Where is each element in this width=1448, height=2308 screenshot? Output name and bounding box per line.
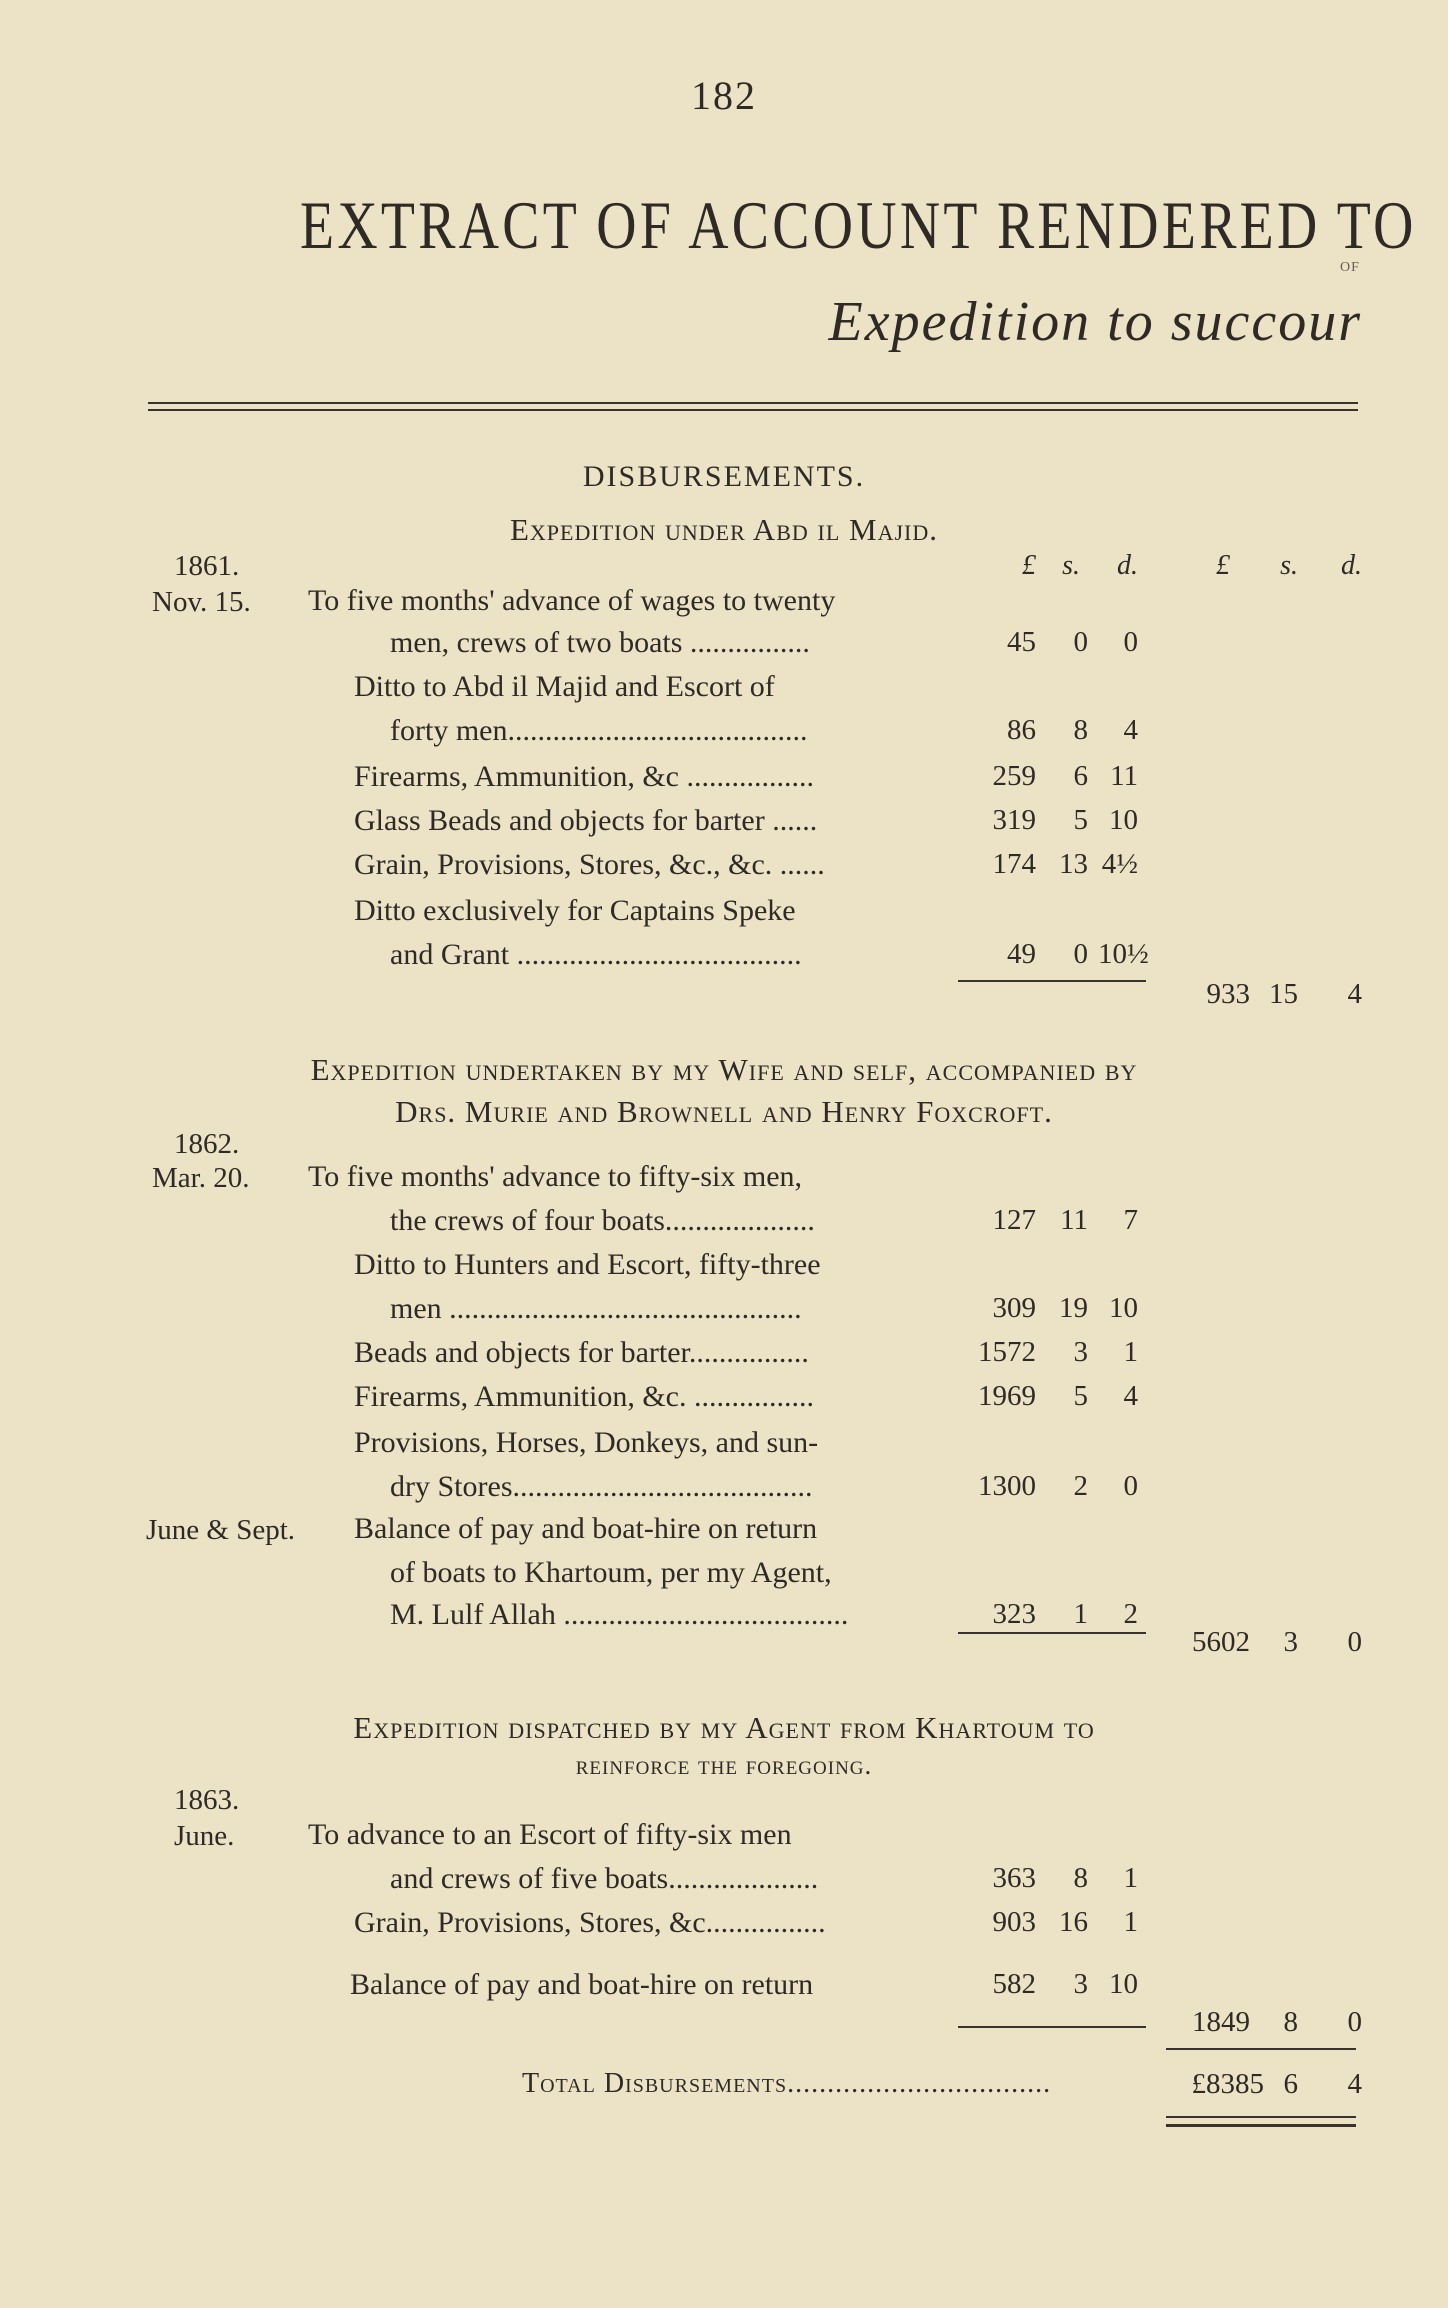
section-total-d: 0 bbox=[1347, 1626, 1362, 1658]
amount-l: 582 bbox=[992, 1968, 1036, 2000]
entry-line: To five months' advance to fifty-six men, bbox=[308, 1160, 803, 1193]
amount-s: 3 bbox=[1073, 1336, 1088, 1368]
entry-line: dry Stores........................................ bbox=[390, 1470, 813, 1503]
amount-l: 86 bbox=[1007, 714, 1036, 746]
grand-total-label: Total Disbursements................................. bbox=[522, 2068, 1052, 2099]
amount-d: 10 bbox=[1109, 1292, 1138, 1324]
amount-l: 319 bbox=[992, 804, 1036, 836]
entry-line: Balance of pay and boat-hire on return bbox=[354, 1512, 818, 1545]
section-3-year: 1863. bbox=[174, 1784, 240, 1816]
section-total-s: 3 bbox=[1283, 1626, 1298, 1658]
double-rule-top bbox=[148, 402, 1358, 404]
section-2-year: 1862. bbox=[174, 1128, 240, 1160]
entry-line: Beads and objects for barter................ bbox=[354, 1336, 809, 1369]
amount-l: 363 bbox=[992, 1862, 1036, 1894]
entry-line: Firearms, Ammunition, &c. ................ bbox=[354, 1380, 814, 1413]
amount-s: 6 bbox=[1073, 760, 1088, 792]
amount-d: 7 bbox=[1123, 1204, 1138, 1236]
amount-d: 1 bbox=[1123, 1336, 1138, 1368]
subtotal-rule bbox=[958, 980, 1146, 982]
amount-l: 127 bbox=[992, 1204, 1036, 1236]
entry-line: Grain, Provisions, Stores, &c., &c. ...... bbox=[354, 848, 825, 881]
section-total-d: 4 bbox=[1347, 978, 1362, 1010]
entry-line: Grain, Provisions, Stores, &c................ bbox=[354, 1906, 826, 1939]
grand-total-amount: £8385 bbox=[1191, 2068, 1264, 2100]
amount-d: 0 bbox=[1123, 1470, 1138, 1502]
amount-s: 2 bbox=[1073, 1470, 1088, 1502]
entry-date: June. bbox=[174, 1820, 235, 1852]
grand-total-double-rule-1 bbox=[1166, 2116, 1356, 2118]
amount-d: 1 bbox=[1123, 1862, 1138, 1894]
amount-d: 11 bbox=[1110, 760, 1138, 792]
section-2-heading-2: Drs. Murie and Brownell and Henry Foxcroft. bbox=[395, 1094, 1053, 1129]
entry-line: men ............................................... bbox=[390, 1292, 802, 1325]
entry-line: Ditto exclusively for Captains Speke bbox=[354, 894, 796, 927]
entry-line: and Grant ...................................... bbox=[390, 938, 802, 971]
entry-line: Firearms, Ammunition, &c ................. bbox=[354, 760, 814, 793]
entry-date: Nov. 15. bbox=[152, 586, 251, 618]
entry-line: To five months' advance of wages to twenty bbox=[308, 584, 836, 617]
amount-s: 5 bbox=[1073, 1380, 1088, 1412]
entry-line: the crews of four boats.................... bbox=[390, 1204, 815, 1237]
page-title: EXTRACT OF ACCOUNT RENDERED TO bbox=[300, 187, 1417, 263]
header-outer-d: d. bbox=[1341, 550, 1362, 581]
entry-line: Glass Beads and objects for barter ...... bbox=[354, 804, 818, 837]
entry-line: M. Lulf Allah ...................................... bbox=[390, 1598, 849, 1631]
section-total-s: 15 bbox=[1269, 978, 1298, 1010]
grand-total-d: 4 bbox=[1347, 2068, 1362, 2100]
page-number: 182 bbox=[691, 73, 757, 118]
header-outer-l: £ bbox=[1216, 550, 1230, 581]
amount-s: 11 bbox=[1060, 1204, 1088, 1236]
amount-s: 0 bbox=[1073, 938, 1088, 970]
entry-line: Balance of pay and boat-hire on return bbox=[350, 1968, 814, 2001]
subtotal-rule bbox=[958, 2026, 1146, 2028]
amount-l: 309 bbox=[992, 1292, 1036, 1324]
section-1-year: 1861. bbox=[174, 550, 240, 582]
entry-line: of boats to Khartoum, per my Agent, bbox=[390, 1556, 832, 1589]
entry-line: Provisions, Horses, Donkeys, and sun- bbox=[354, 1426, 819, 1459]
section-1-heading: Expedition under Abd il Majid. bbox=[509, 512, 938, 547]
disbursements-heading: DISBURSEMENTS. bbox=[582, 460, 866, 493]
subtotal-rule bbox=[958, 1632, 1146, 1634]
amount-d: 4½ bbox=[1101, 848, 1138, 880]
amount-d: 1 bbox=[1123, 1906, 1138, 1938]
grand-total-double-rule-2 bbox=[1166, 2124, 1356, 2127]
amount-d: 10 bbox=[1109, 804, 1138, 836]
amount-l: 45 bbox=[1007, 626, 1036, 658]
amount-s: 0 bbox=[1073, 626, 1088, 658]
header-outer-s: s. bbox=[1280, 550, 1298, 581]
amount-s: 19 bbox=[1059, 1292, 1088, 1324]
header-inner-d: d. bbox=[1117, 550, 1138, 581]
amount-s: 5 bbox=[1073, 804, 1088, 836]
entry-date: June & Sept. bbox=[146, 1514, 296, 1546]
of-text: OF bbox=[1340, 260, 1360, 275]
amount-l: 323 bbox=[992, 1598, 1036, 1630]
amount-d: 10½ bbox=[1098, 938, 1149, 970]
amount-l: 1300 bbox=[978, 1470, 1036, 1502]
entry-line: Ditto to Hunters and Escort, fifty-three bbox=[354, 1248, 821, 1281]
section-2-heading-1: Expedition undertaken by my Wife and self, accompanied by bbox=[310, 1052, 1138, 1087]
header-inner-l: £ bbox=[1022, 550, 1036, 581]
amount-s: 13 bbox=[1059, 848, 1088, 880]
amount-d: 4 bbox=[1123, 1380, 1138, 1412]
amount-d: 2 bbox=[1123, 1598, 1138, 1630]
amount-l: 174 bbox=[992, 848, 1036, 880]
section-3-heading-2: reinforce the foregoing. bbox=[575, 1750, 873, 1780]
grand-total-s: 6 bbox=[1283, 2068, 1298, 2100]
section-total-s: 8 bbox=[1283, 2006, 1298, 2038]
entry-date: Mar. 20. bbox=[152, 1162, 250, 1194]
amount-l: 903 bbox=[992, 1906, 1036, 1938]
header-inner-s: s. bbox=[1062, 550, 1080, 581]
entry-line: forty men........................................ bbox=[390, 714, 808, 747]
section-total-l: 1849 bbox=[1192, 2006, 1250, 2038]
section-3-heading-1: Expedition dispatched by my Agent from Khartoum to bbox=[353, 1710, 1095, 1745]
entry-line: To advance to an Escort of fifty-six men bbox=[308, 1818, 792, 1851]
grand-total-top-rule bbox=[1166, 2048, 1356, 2050]
amount-l: 1572 bbox=[978, 1336, 1036, 1368]
section-total-l: 933 bbox=[1206, 978, 1250, 1010]
amount-l: 259 bbox=[992, 760, 1036, 792]
amount-d: 0 bbox=[1123, 626, 1138, 658]
amount-s: 3 bbox=[1073, 1968, 1088, 2000]
amount-d: 4 bbox=[1123, 714, 1138, 746]
page-subtitle: Expedition to succour bbox=[828, 291, 1362, 353]
amount-s: 8 bbox=[1073, 714, 1088, 746]
amount-s: 16 bbox=[1059, 1906, 1088, 1938]
section-total-l: 5602 bbox=[1192, 1626, 1250, 1658]
double-rule-bottom bbox=[148, 409, 1358, 411]
amount-l: 1969 bbox=[978, 1380, 1036, 1412]
amount-s: 8 bbox=[1073, 1862, 1088, 1894]
amount-s: 1 bbox=[1073, 1598, 1088, 1630]
amount-d: 10 bbox=[1109, 1968, 1138, 2000]
section-total-d: 0 bbox=[1347, 2006, 1362, 2038]
amount-l: 49 bbox=[1007, 938, 1036, 970]
entry-line: Ditto to Abd il Majid and Escort of bbox=[354, 670, 775, 703]
entry-line: and crews of five boats.................... bbox=[390, 1862, 819, 1895]
entry-line: men, crews of two boats ................ bbox=[390, 626, 810, 659]
